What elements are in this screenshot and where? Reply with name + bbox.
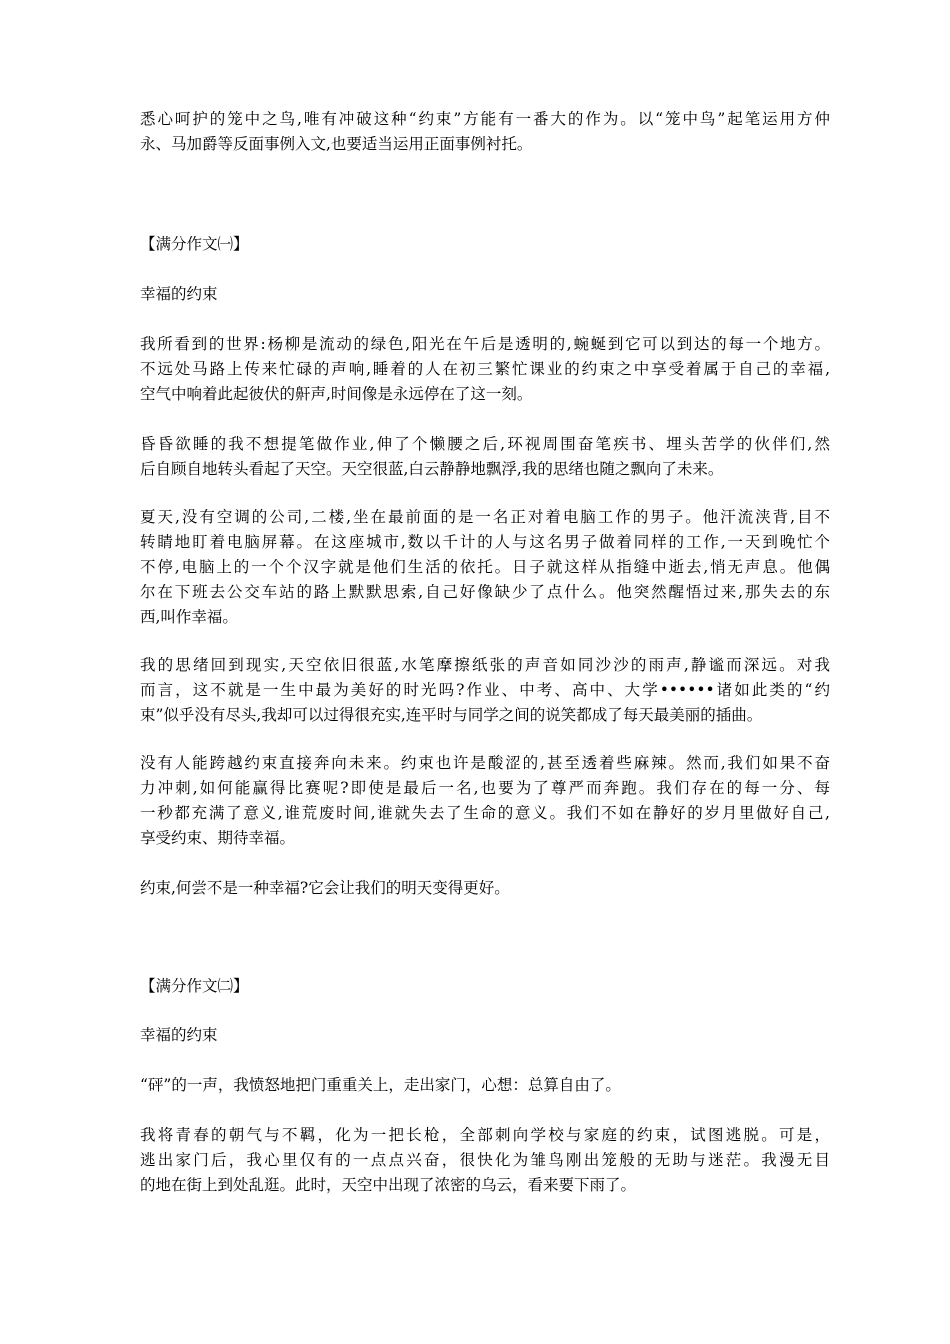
text-line: 没有人能跨越约束直接奔向未来。约束也许是酸涩的,甚至透着些麻辣。然而,我们如果不奋 [140,754,830,772]
text-line: 逃出家门后，我心里仅有的一点点兴奋，很快化为雏鸟刚出笼般的无助与迷茫。我漫无目 [140,1151,830,1169]
text-line: 西,叫作幸福。 [140,608,238,626]
essay2-paragraph-1: “砰”的一声，我愤怒地把门重重关上，走出家门，心想：总算自由了。 [140,1076,621,1094]
essay1-heading: 【满分作文㈠】 [140,235,249,253]
text-line: 悉心呵护的笼中之鸟,唯有冲破这种“约束”方能有一番大的作为。以“笼中鸟”起笔运用方仲 [140,110,830,128]
text-line: 夏天,没有空调的公司,二楼,坐在最前面的是一名正对着电脑工作的男子。他汗流浃背,目不 [140,508,830,526]
text-line: 永、马加爵等反面事例入文,也要适当运用正面事例衬托。 [140,135,533,153]
essay1-paragraph-4 [140,653,830,728]
text-line: 我的思绪回到现实,天空依旧很蓝,水笔摩擦纸张的声音如同沙沙的雨声,静谧而深远。对我 [140,656,830,674]
text-line: 而言，这不就是一生中最为美好的时光吗?作业、中考、高中、大学••••••诸如此类的“约 [140,681,830,699]
text-line: 我将青春的朝气与不羁，化为一把长枪，全部刺向学校与家庭的约束，试图逃脱。可是， [140,1126,830,1144]
text-line: 转睛地盯着电脑屏幕。在这座城市,数以千计的人与这名男子做着同样的工作,一天到晚忙个 [140,533,830,551]
essay1-paragraph-2 [140,432,830,482]
essay2-paragraph-2 [140,1123,830,1198]
text-line: 享受约束、期待幸福。 [140,829,296,847]
essay2-title: 幸福的约束 [140,1026,218,1044]
text-line: 后自顾自地转头看起了天空。天空很蓝,白云静静地飘浮,我的思绪也随之飘向了未来。 [140,460,724,478]
text-line: 束”似乎没有尽头,我却可以过得很充实,连平时与同学之间的说笑都成了每天最美丽的插曲。 [140,706,763,724]
text-line: 我所看到的世界:杨柳是流动的绿色,阳光在午后是透明的,蜿蜒到它可以到达的每一个地方。 [140,335,830,353]
text-line: 不停,电脑上的一个个汉字就是他们生活的依托。日子就这样从指缝中逝去,悄无声息。他偶 [140,558,830,576]
text-line: 的地在街上到处乱逛。此时，天空中出现了浓密的乌云，看来要下雨了。 [140,1176,637,1194]
text-line: 空气中响着此起彼伏的鼾声,时间像是永远停在了这一刻。 [140,385,533,403]
essay1-paragraph-3 [140,505,830,630]
intro-paragraph [140,107,830,157]
text-line: 不远处马路上传来忙碌的声响,睡着的人在初三繁忙课业的约束之中享受着属于自己的幸福, [140,360,830,378]
essay1-title: 幸福的约束 [140,285,218,303]
text-line: 昏昏欲睡的我不想提笔做作业,伸了个懒腰之后,环视周围奋笔疾书、埋头苦学的伙伴们,然 [140,435,830,453]
text-line: 一秒都充满了意义,谁荒废时间,谁就失去了生命的意义。我们不如在静好的岁月里做好自己, [140,804,830,822]
text-line: 尔在下班去公交车站的路上默默思索,自己好像缺少了点什么。他突然醒悟过来,那失去的东 [140,583,830,601]
essay2-heading: 【满分作文㈡】 [140,977,249,995]
essay1-paragraph-6: 约束,何尝不是一种幸福?它会让我们的明天变得更好。 [140,879,510,897]
essay1-paragraph-5 [140,751,830,851]
essay1-paragraph-1 [140,332,830,407]
text-line: 力冲刺,如何能赢得比赛呢?即使是最后一名,也要为了尊严而奔跑。我们存在的每一分、每 [140,779,830,797]
